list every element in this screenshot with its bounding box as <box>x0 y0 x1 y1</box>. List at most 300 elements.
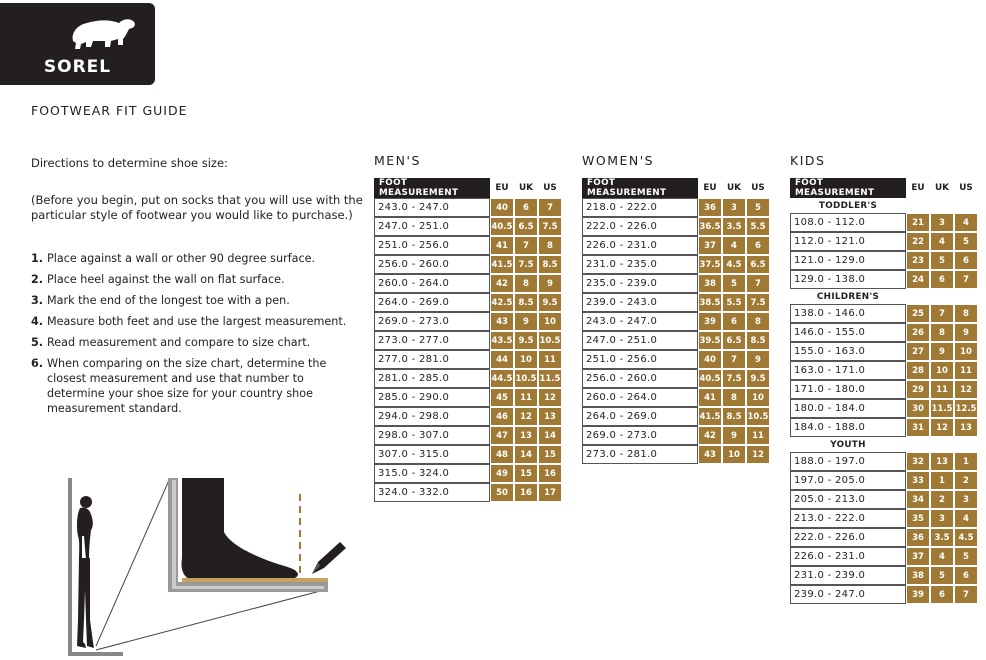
table-row <box>582 236 770 255</box>
group-spacer <box>906 289 930 304</box>
table-row <box>582 255 770 274</box>
col-us: US <box>543 183 557 193</box>
group-spacer <box>930 289 954 304</box>
uk-size-cell: 13 <box>930 452 954 471</box>
foot-measurement-cell: 273.0 - 277.0 <box>374 331 490 350</box>
eu-size-cell: 44 <box>490 350 514 369</box>
uk-size-cell: 3.5 <box>930 528 954 547</box>
table-row <box>582 350 770 369</box>
foot-measurement-cell: 294.0 - 298.0 <box>374 407 490 426</box>
uk-size-cell: 9.5 <box>514 331 538 350</box>
uk-size-cell: 6 <box>930 270 954 289</box>
foot-measurement-cell: 108.0 - 112.0 <box>790 213 906 232</box>
foot-measurement-cell: 218.0 - 222.0 <box>582 198 698 217</box>
table-row <box>582 331 770 350</box>
foot-measurement-cell: 235.0 - 239.0 <box>582 274 698 293</box>
eu-size-cell: 40.5 <box>490 217 514 236</box>
eu-size-cell: 39 <box>698 312 722 331</box>
eu-size-cell: 47 <box>490 426 514 445</box>
eu-size-cell: 23 <box>906 251 930 270</box>
uk-size-cell: 9 <box>930 342 954 361</box>
table-row <box>374 369 562 388</box>
step-number: 1. <box>31 252 44 265</box>
table-row <box>790 361 978 380</box>
eu-size-cell: 43 <box>490 312 514 331</box>
uk-size-cell: 13 <box>514 426 538 445</box>
eu-size-cell: 41.5 <box>490 255 514 274</box>
eu-size-cell: 25 <box>906 304 930 323</box>
col-eu: EU <box>495 183 509 193</box>
table-row <box>582 388 770 407</box>
foot-measurement-cell: 184.0 - 188.0 <box>790 418 906 437</box>
col-eu: EU <box>703 183 717 193</box>
page-title: FOOTWEAR FIT GUIDE <box>31 103 188 118</box>
foot-measurement-cell: 138.0 - 146.0 <box>790 304 906 323</box>
eu-size-cell: 37 <box>698 236 722 255</box>
foot-measurement-cell: 112.0 - 121.0 <box>790 232 906 251</box>
us-size-cell: 6 <box>954 566 978 585</box>
uk-size-cell: 3.5 <box>722 217 746 236</box>
foot-measurement-cell: 260.0 - 264.0 <box>374 274 490 293</box>
directions-steps <box>31 251 361 422</box>
directions-title: Directions to determine shoe size: <box>31 156 228 170</box>
uk-size-cell: 3 <box>930 509 954 528</box>
table-row <box>790 566 978 585</box>
table-row <box>582 312 770 331</box>
group-header-row <box>790 198 978 213</box>
uk-size-cell: 7.5 <box>722 369 746 388</box>
eu-size-cell: 35 <box>906 509 930 528</box>
uk-size-cell: 6 <box>514 198 538 217</box>
uk-size-cell: 11 <box>930 380 954 399</box>
us-size-cell: 8 <box>746 312 770 331</box>
uk-size-cell: 7 <box>930 304 954 323</box>
uk-size-cell: 14 <box>514 445 538 464</box>
sorel-logo[interactable] <box>0 3 155 85</box>
eu-size-cell: 42 <box>490 274 514 293</box>
foot-measurement-cell: 324.0 - 332.0 <box>374 483 490 502</box>
us-size-cell: 5 <box>746 198 770 217</box>
foot-measurement-cell: 222.0 - 226.0 <box>790 528 906 547</box>
step-text: Measure both feet and use the largest measurement. <box>47 315 347 328</box>
uk-size-cell: 3 <box>930 213 954 232</box>
group-label: TODDLER'S <box>818 200 878 211</box>
uk-size-cell: 10.5 <box>514 369 538 388</box>
womens-title: WOMEN'S <box>582 153 655 168</box>
uk-size-cell: 7 <box>722 350 746 369</box>
us-size-cell: 9 <box>954 323 978 342</box>
us-size-cell: 10 <box>746 388 770 407</box>
group-spacer <box>930 437 954 452</box>
uk-size-cell: 8.5 <box>722 407 746 426</box>
table-row <box>582 274 770 293</box>
us-size-cell: 6 <box>746 236 770 255</box>
us-size-cell: 12.5 <box>954 399 978 418</box>
eu-size-cell: 45 <box>490 388 514 407</box>
table-row <box>790 528 978 547</box>
col-foot-measurement: FOOT MEASUREMENT <box>790 178 906 198</box>
step-text: Read measurement and compare to size chart. <box>47 336 311 349</box>
eu-size-cell: 38 <box>906 566 930 585</box>
table-row <box>790 380 978 399</box>
womens-size-table <box>582 178 770 464</box>
foot-measurement-cell: 251.0 - 256.0 <box>374 236 490 255</box>
uk-size-cell: 4.5 <box>722 255 746 274</box>
us-size-cell: 8.5 <box>538 255 562 274</box>
eu-size-cell: 22 <box>906 232 930 251</box>
us-size-cell: 11.5 <box>538 369 562 388</box>
foot-measurement-cell: 213.0 - 222.0 <box>790 509 906 528</box>
foot-measurement-cell: 226.0 - 231.0 <box>790 547 906 566</box>
foot-measurement-cell: 171.0 - 180.0 <box>790 380 906 399</box>
col-foot-measurement: FOOT MEASUREMENT <box>374 178 490 198</box>
table-row <box>790 232 978 251</box>
foot-measurement-cell: 163.0 - 171.0 <box>790 361 906 380</box>
table-row <box>582 369 770 388</box>
uk-size-cell: 5 <box>930 566 954 585</box>
table-row <box>790 490 978 509</box>
uk-size-cell: 12 <box>930 418 954 437</box>
us-size-cell: 7 <box>746 274 770 293</box>
table-row <box>790 452 978 471</box>
table-row <box>790 399 978 418</box>
standing-person-icon <box>77 496 94 648</box>
col-uk: UK <box>935 183 949 193</box>
foot-measurement-cell: 298.0 - 307.0 <box>374 426 490 445</box>
uk-size-cell: 2 <box>930 490 954 509</box>
us-size-cell: 4.5 <box>954 528 978 547</box>
uk-size-cell: 11 <box>514 388 538 407</box>
foot-measurement-cell: 188.0 - 197.0 <box>790 452 906 471</box>
table-row <box>374 483 562 502</box>
uk-size-cell: 15 <box>514 464 538 483</box>
table-row <box>790 418 978 437</box>
eu-size-cell: 31 <box>906 418 930 437</box>
us-size-cell: 4 <box>954 213 978 232</box>
uk-size-cell: 4 <box>930 232 954 251</box>
group-spacer <box>954 289 978 304</box>
uk-size-cell: 10 <box>930 361 954 380</box>
step-text: Place against a wall or other 90 degree surface. <box>47 252 316 265</box>
step-item <box>31 314 361 329</box>
eu-size-cell: 24 <box>906 270 930 289</box>
foot-measurement-cell: 285.0 - 290.0 <box>374 388 490 407</box>
eu-size-cell: 36 <box>906 528 930 547</box>
group-label: YOUTH <box>830 439 866 450</box>
table-row <box>582 293 770 312</box>
table-row <box>582 198 770 217</box>
uk-size-cell: 5 <box>722 274 746 293</box>
uk-size-cell: 9 <box>514 312 538 331</box>
foot-measurement-cell: 243.0 - 247.0 <box>582 312 698 331</box>
foot-measurement-cell: 264.0 - 269.0 <box>582 407 698 426</box>
foot-measurement-cell: 264.0 - 269.0 <box>374 293 490 312</box>
foot-measurement-cell: 226.0 - 231.0 <box>582 236 698 255</box>
mens-title: MEN'S <box>374 153 421 168</box>
eu-size-cell: 32 <box>906 452 930 471</box>
eu-size-cell: 44.5 <box>490 369 514 388</box>
step-item <box>31 272 361 287</box>
table-row <box>374 217 562 236</box>
table-row <box>790 251 978 270</box>
uk-size-cell: 8.5 <box>514 293 538 312</box>
uk-size-cell: 10 <box>514 350 538 369</box>
foot-measurement-cell: 273.0 - 281.0 <box>582 445 698 464</box>
uk-size-cell: 4 <box>930 547 954 566</box>
eu-size-cell: 48 <box>490 445 514 464</box>
us-size-cell: 10.5 <box>746 407 770 426</box>
foot-icon <box>182 478 298 580</box>
us-size-cell: 13 <box>538 407 562 426</box>
us-size-cell: 5 <box>954 232 978 251</box>
uk-size-cell: 16 <box>514 483 538 502</box>
uk-size-cell: 9 <box>722 426 746 445</box>
eu-size-cell: 27 <box>906 342 930 361</box>
wall-floor-icon <box>68 478 123 656</box>
brand-wordmark: SOREL <box>43 57 112 77</box>
foot-measurement-cell: 197.0 - 205.0 <box>790 471 906 490</box>
group-spacer <box>954 437 978 452</box>
foot-measurement-cell: 121.0 - 129.0 <box>790 251 906 270</box>
table-row <box>790 323 978 342</box>
directions-intro: (Before you begin, put on socks that you will use with the particular style of footwear you would like to purchase.) <box>31 193 363 222</box>
us-size-cell: 4 <box>954 509 978 528</box>
table-row <box>790 270 978 289</box>
foot-measurement-cell: 269.0 - 273.0 <box>582 426 698 445</box>
table-row <box>790 304 978 323</box>
foot-measurement-cell: 239.0 - 247.0 <box>790 585 906 604</box>
us-size-cell: 10 <box>954 342 978 361</box>
table-row <box>374 198 562 217</box>
measurement-illustration <box>60 470 360 660</box>
step-text: Mark the end of the longest toe with a pen. <box>47 294 290 307</box>
table-row <box>582 426 770 445</box>
group-spacer <box>954 198 978 213</box>
col-uk: UK <box>519 183 533 193</box>
table-row <box>374 388 562 407</box>
uk-size-cell: 6 <box>930 585 954 604</box>
group-spacer <box>930 198 954 213</box>
us-size-cell: 7.5 <box>538 217 562 236</box>
group-spacer <box>906 198 930 213</box>
eu-size-cell: 30 <box>906 399 930 418</box>
table-row <box>790 509 978 528</box>
eu-size-cell: 46 <box>490 407 514 426</box>
eu-size-cell: 26 <box>906 323 930 342</box>
group-spacer <box>906 437 930 452</box>
eu-size-cell: 34 <box>906 490 930 509</box>
us-size-cell: 12 <box>746 445 770 464</box>
table-row <box>790 471 978 490</box>
uk-size-cell: 5.5 <box>722 293 746 312</box>
eu-size-cell: 37.5 <box>698 255 722 274</box>
group-header-row <box>790 437 978 452</box>
us-size-cell: 8.5 <box>746 331 770 350</box>
step-number: 3. <box>31 294 44 307</box>
foot-measurement-cell: 180.0 - 184.0 <box>790 399 906 418</box>
us-size-cell: 11 <box>746 426 770 445</box>
uk-size-cell: 3 <box>722 198 746 217</box>
eu-size-cell: 50 <box>490 483 514 502</box>
uk-size-cell: 7 <box>514 236 538 255</box>
step-text: Place heel against the wall on flat surface. <box>47 273 285 286</box>
us-size-cell: 11 <box>538 350 562 369</box>
eu-size-cell: 41.5 <box>698 407 722 426</box>
us-size-cell: 11 <box>954 361 978 380</box>
step-number: 5. <box>31 336 44 349</box>
eu-size-cell: 40 <box>698 350 722 369</box>
us-size-cell: 9.5 <box>538 293 562 312</box>
eu-size-cell: 36.5 <box>698 217 722 236</box>
step-number: 6. <box>31 357 44 370</box>
polar-bear-icon <box>63 11 143 55</box>
eu-size-cell: 41 <box>490 236 514 255</box>
eu-size-cell: 39.5 <box>698 331 722 350</box>
table-row <box>374 407 562 426</box>
table-row <box>374 255 562 274</box>
uk-size-cell: 1 <box>930 471 954 490</box>
step-number: 4. <box>31 315 44 328</box>
foot-measurement-cell: 315.0 - 324.0 <box>374 464 490 483</box>
uk-size-cell: 11.5 <box>930 399 954 418</box>
step-item <box>31 293 361 308</box>
kids-size-table <box>790 178 978 604</box>
foot-measurement-cell: 251.0 - 256.0 <box>582 350 698 369</box>
table-row <box>374 445 562 464</box>
foot-measurement-cell: 269.0 - 273.0 <box>374 312 490 331</box>
eu-size-cell: 29 <box>906 380 930 399</box>
table-row <box>582 217 770 236</box>
foot-measurement-cell: 256.0 - 260.0 <box>582 369 698 388</box>
table-row <box>582 445 770 464</box>
step-item <box>31 251 361 266</box>
group-label: CHILDREN'S <box>816 291 880 302</box>
us-size-cell: 5.5 <box>746 217 770 236</box>
eu-size-cell: 43.5 <box>490 331 514 350</box>
uk-size-cell: 8 <box>930 323 954 342</box>
uk-size-cell: 12 <box>514 407 538 426</box>
foot-measurement-cell: 146.0 - 155.0 <box>790 323 906 342</box>
col-us: US <box>751 183 765 193</box>
step-text: When comparing on the size chart, determine the closest measurement and use that number to determine your shoe size for your country shoe measurement standard. <box>47 357 327 415</box>
foot-measurement-cell: 239.0 - 243.0 <box>582 293 698 312</box>
col-uk: UK <box>727 183 741 193</box>
foot-measurement-cell: 231.0 - 239.0 <box>790 566 906 585</box>
us-size-cell: 7 <box>538 198 562 217</box>
uk-size-cell: 8 <box>722 388 746 407</box>
uk-size-cell: 4 <box>722 236 746 255</box>
eu-size-cell: 49 <box>490 464 514 483</box>
foot-measurement-cell: 277.0 - 281.0 <box>374 350 490 369</box>
us-size-cell: 6 <box>954 251 978 270</box>
foot-measurement-cell: 247.0 - 251.0 <box>374 217 490 236</box>
foot-measurement-cell: 281.0 - 285.0 <box>374 369 490 388</box>
us-size-cell: 8 <box>954 304 978 323</box>
foot-measurement-cell: 256.0 - 260.0 <box>374 255 490 274</box>
us-size-cell: 17 <box>538 483 562 502</box>
table-row <box>790 342 978 361</box>
eu-size-cell: 36 <box>698 198 722 217</box>
kids-title: KIDS <box>790 153 826 168</box>
eu-size-cell: 33 <box>906 471 930 490</box>
foot-measurement-cell: 260.0 - 264.0 <box>582 388 698 407</box>
table-row <box>374 350 562 369</box>
table-row <box>374 312 562 331</box>
foot-measurement-cell: 247.0 - 251.0 <box>582 331 698 350</box>
mens-size-table <box>374 178 562 502</box>
table-row <box>582 407 770 426</box>
us-size-cell: 6.5 <box>746 255 770 274</box>
us-size-cell: 3 <box>954 490 978 509</box>
us-size-cell: 5 <box>954 547 978 566</box>
step-number: 2. <box>31 273 44 286</box>
uk-size-cell: 6.5 <box>722 331 746 350</box>
step-item <box>31 335 361 350</box>
table-row <box>374 274 562 293</box>
eu-size-cell: 42 <box>698 426 722 445</box>
table-row <box>374 331 562 350</box>
table-row <box>374 236 562 255</box>
us-size-cell: 10 <box>538 312 562 331</box>
us-size-cell: 9 <box>746 350 770 369</box>
col-eu: EU <box>911 183 925 193</box>
us-size-cell: 7.5 <box>746 293 770 312</box>
eu-size-cell: 38.5 <box>698 293 722 312</box>
foot-measurement-cell: 129.0 - 138.0 <box>790 270 906 289</box>
us-size-cell: 12 <box>954 380 978 399</box>
foot-measurement-cell: 222.0 - 226.0 <box>582 217 698 236</box>
table-row <box>374 293 562 312</box>
us-size-cell: 12 <box>538 388 562 407</box>
us-size-cell: 16 <box>538 464 562 483</box>
us-size-cell: 1 <box>954 452 978 471</box>
pen-icon <box>312 542 346 574</box>
us-size-cell: 9.5 <box>746 369 770 388</box>
uk-size-cell: 6 <box>722 312 746 331</box>
foot-measurement-cell: 155.0 - 163.0 <box>790 342 906 361</box>
eu-size-cell: 28 <box>906 361 930 380</box>
us-size-cell: 10.5 <box>538 331 562 350</box>
us-size-cell: 8 <box>538 236 562 255</box>
eu-size-cell: 40 <box>490 198 514 217</box>
col-us: US <box>959 183 973 193</box>
us-size-cell: 2 <box>954 471 978 490</box>
step-item <box>31 356 361 416</box>
table-row <box>374 464 562 483</box>
eu-size-cell: 37 <box>906 547 930 566</box>
table-row <box>790 585 978 604</box>
us-size-cell: 14 <box>538 426 562 445</box>
eu-size-cell: 42.5 <box>490 293 514 312</box>
uk-size-cell: 8 <box>514 274 538 293</box>
foot-measurement-cell: 205.0 - 213.0 <box>790 490 906 509</box>
eu-size-cell: 38 <box>698 274 722 293</box>
us-size-cell: 9 <box>538 274 562 293</box>
uk-size-cell: 5 <box>930 251 954 270</box>
eu-size-cell: 39 <box>906 585 930 604</box>
foot-measurement-cell: 243.0 - 247.0 <box>374 198 490 217</box>
us-size-cell: 7 <box>954 585 978 604</box>
table-row <box>374 426 562 445</box>
col-foot-measurement: FOOT MEASUREMENT <box>582 178 698 198</box>
foot-measurement-cell: 231.0 - 235.0 <box>582 255 698 274</box>
table-row <box>790 213 978 232</box>
foot-measurement-cell: 307.0 - 315.0 <box>374 445 490 464</box>
group-header-row <box>790 289 978 304</box>
eu-size-cell: 43 <box>698 445 722 464</box>
uk-size-cell: 10 <box>722 445 746 464</box>
eu-size-cell: 41 <box>698 388 722 407</box>
